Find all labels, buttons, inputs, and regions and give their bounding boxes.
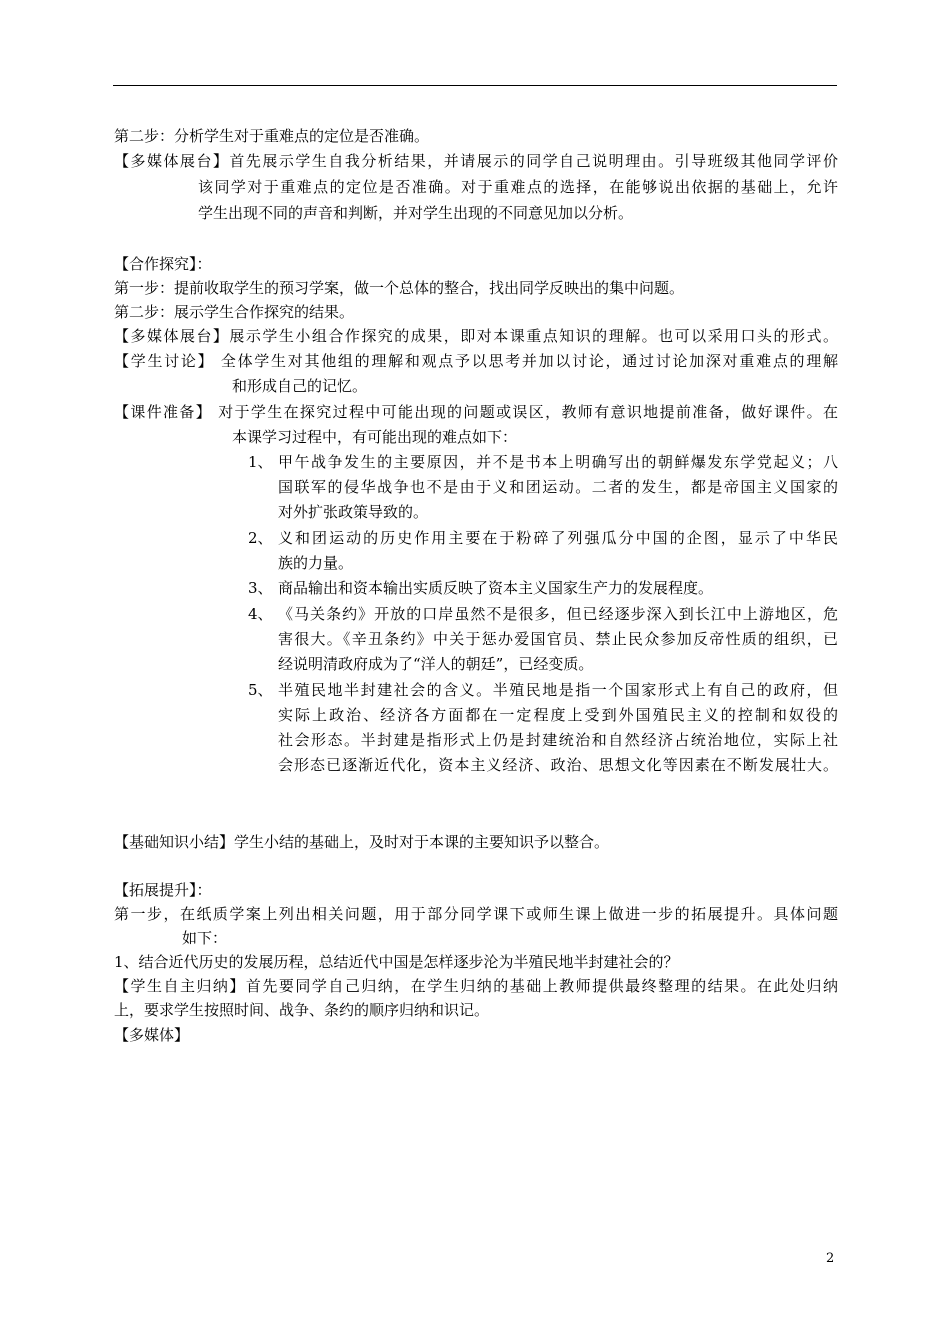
list-item-line: 害很大。《辛丑条约》中关于惩办爱国官员、禁止民众参加反帝性质的组织，已 [278, 630, 838, 648]
section-heading: 【合作探究】： [114, 255, 212, 273]
text-line: 1、结合近代历史的发展历程，总结近代中国是怎样逐步沦为半殖民地半封建社会的？ [114, 953, 679, 971]
list-item-line: 族的力量。 [278, 554, 354, 572]
list-item-line: 商品输出和资本输出实质反映了资本主义国家生产力的发展程度。 [278, 579, 714, 597]
text-line: 【学生讨论】 全体学生对其他组的理解和观点予以思考并加以讨论，通过讨论加深对重难点的理解 [114, 352, 838, 370]
text-line: 和形成自己的记忆。 [232, 377, 368, 395]
list-number: 2、 [248, 529, 273, 547]
list-number: 5、 [248, 681, 273, 699]
list-number: 3、 [248, 579, 273, 597]
list-item-line: 实际上政治、经济各方面都在一定程度上受到外国殖民主义的控制和奴役的 [278, 706, 838, 724]
text-line: 【多媒体】 [114, 1026, 190, 1044]
text-line: 【基础知识小结】学生小结的基础上，及时对于本课的主要知识予以整合。 [114, 833, 610, 851]
text-line: 本课学习过程中，有可能出现的难点如下： [232, 428, 518, 446]
page-number: 2 [826, 1251, 835, 1266]
text-line: 第一步：提前收取学生的预习学案，做一个总体的整合，找出同学反映出的集中问题。 [114, 279, 685, 297]
header-rule [113, 85, 837, 86]
text-line: 【多媒体展台】首先展示学生自我分析结果，并请展示的同学自己说明理由。引导班级其他同学评价 [114, 152, 838, 170]
list-item-line: 义和团运动的历史作用主要在于粉碎了列强瓜分中国的企图，显示了中华民 [278, 529, 838, 547]
list-item-line: 经说明清政府成为了“洋人的朝廷”，已经变质。 [278, 655, 594, 673]
list-item-line: 半殖民地半封建社会的含义。半殖民地是指一个国家形式上有自己的政府，但 [278, 681, 838, 699]
text-line: 【多媒体展台】展示学生小组合作探究的成果，即对本课重点知识的理解。也可以采用口头的形式。 [114, 327, 838, 345]
list-item-line: 《马关条约》开放的口岸虽然不是很多，但已经逐步深入到长江中上游地区，危 [278, 605, 838, 623]
text-line: 第一步，在纸质学案上列出相关问题，用于部分同学课下或师生课上做进一步的拓展提升。具体问题 [114, 905, 838, 923]
text-line: 第二步：分析学生对于重难点的定位是否准确。 [114, 127, 430, 145]
list-item-line: 会形态已逐渐近代化，资本主义经济、政治、思想文化等因素在不断发展壮大。 [278, 756, 838, 774]
list-item-line: 国联军的侵华战争也不是由于义和团运动。二者的发生，都是帝国主义国家的 [278, 478, 838, 496]
text-line: 第二步：展示学生合作探究的结果。 [114, 303, 355, 321]
list-item-line: 甲午战争发生的主要原因，并不是书本上明确写出的朝鲜爆发东学党起义；八 [278, 453, 838, 471]
list-item-line: 对外扩张政策导致的。 [278, 503, 429, 521]
list-number: 4、 [248, 605, 273, 623]
text-line: 【学生自主归纳】首先要同学自己归纳，在学生归纳的基础上教师提供最终整理的结果。在此处归纳 [114, 977, 838, 995]
list-number: 1、 [248, 453, 273, 471]
text-line: 学生出现不同的声音和判断，并对学生出现的不同意见加以分析。 [198, 204, 634, 222]
text-line: 该同学对于重难点的定位是否准确。对于重难点的选择，在能够说出依据的基础上，允许 [198, 178, 838, 196]
text-line: 【课件准备】 对于学生在探究过程中可能出现的问题或误区，教师有意识地提前准备，做好课件。在 [114, 403, 838, 421]
list-item-line: 社会形态。半封建是指形式上仍是封建统治和自然经济占统治地位，实际上社 [278, 731, 838, 749]
text-line: 上，要求学生按照时间、战争、条约的顺序归纳和识记。 [114, 1001, 490, 1019]
text-line: 如下： [182, 929, 228, 947]
section-heading: 【拓展提升】： [114, 881, 212, 899]
